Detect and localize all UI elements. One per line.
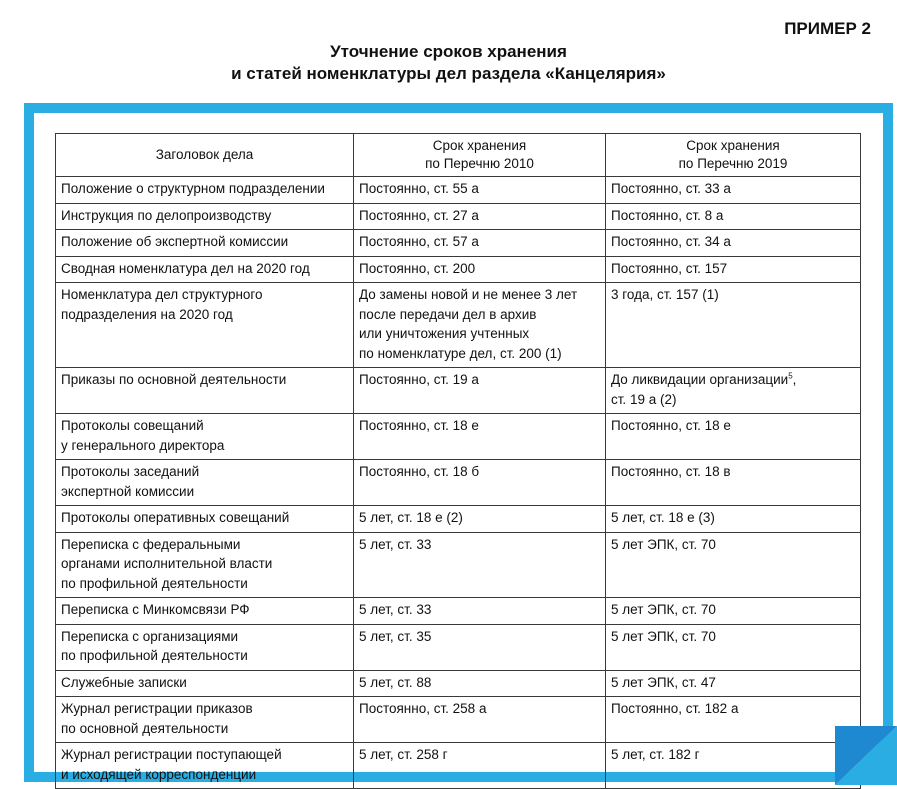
cell-line: Постоянно, ст. 200 <box>359 260 476 276</box>
cell-case-title <box>56 203 354 230</box>
cell-line: 5 лет, ст. 258 г <box>359 747 448 762</box>
header-line: по Перечню 2010 <box>425 156 534 171</box>
cell-line: Постоянно, ст. 33 а <box>611 181 731 196</box>
cell-line: 5 лет, ст. 35 <box>359 628 432 644</box>
cell-period-2019 <box>606 670 861 697</box>
cell-case-title <box>56 283 354 368</box>
table-row <box>56 203 861 230</box>
cell-line-with-footnote <box>611 370 856 390</box>
cell-period-2019 <box>606 697 861 743</box>
cell-line: Постоянно, ст. 27 а <box>359 207 479 223</box>
table-row <box>56 177 861 204</box>
cell-line: Постоянно, ст. 18 е <box>359 418 479 433</box>
cell-line: экспертной комиссии <box>61 483 195 499</box>
table-row <box>56 460 861 506</box>
header-line: по Перечню 2019 <box>678 156 788 171</box>
cell-period-2010 <box>354 743 606 789</box>
cell-period-2010 <box>354 624 606 670</box>
cell-line: Журнал регистрации приказов <box>61 701 253 716</box>
table-row <box>56 230 861 257</box>
cell-line: подразделения на 2020 год <box>61 306 233 322</box>
cell-period-2019 <box>606 256 861 283</box>
cell-line: 5 лет ЭПК, ст. 70 <box>611 628 716 644</box>
cell-line: Журнал регистрации поступающей <box>61 747 282 762</box>
example-label: ПРИМЕР 2 <box>784 19 871 38</box>
cell-line: До ликвидации организации <box>611 372 789 387</box>
table-row <box>56 506 861 533</box>
cell-period-2010 <box>354 460 606 506</box>
cell-line: 5 лет, ст. 33 <box>359 536 432 552</box>
cell-line: ст. 19 а (2) <box>611 391 677 407</box>
cell-line: 5 лет, ст. 88 <box>359 674 432 690</box>
cell-line: по профильной деятельности <box>61 575 248 591</box>
cell-period-2010 <box>354 598 606 625</box>
cell-line: 3 года, ст. 157 (1) <box>611 287 719 302</box>
table-row <box>56 414 861 460</box>
cell-case-title <box>56 256 354 283</box>
cell-line: и исходящей корреспонденции <box>61 766 257 782</box>
footnote-suffix: , <box>792 372 797 387</box>
cell-period-2019 <box>606 203 861 230</box>
cell-line: Переписка с Минкомсвязи РФ <box>61 602 250 617</box>
cell-period-2010 <box>354 697 606 743</box>
table-row <box>56 598 861 625</box>
cell-line: Постоянно, ст. 18 в <box>611 464 731 479</box>
cell-case-title <box>56 532 354 598</box>
cell-line: 5 лет, ст. 18 е (2) <box>359 510 463 525</box>
cell-line: Инструкция по делопроизводству <box>61 207 272 223</box>
table-row <box>56 532 861 598</box>
cell-case-title <box>56 177 354 204</box>
page-corner-fold <box>835 726 897 785</box>
cell-period-2019 <box>606 532 861 598</box>
cell-line: До замены новой и не менее 3 лет <box>359 287 578 302</box>
cell-line: Постоянно, ст. 34 а <box>611 234 731 249</box>
cell-line: Постоянно, ст. 18 б <box>359 464 480 479</box>
cell-case-title <box>56 697 354 743</box>
cell-period-2019 <box>606 460 861 506</box>
cell-period-2019 <box>606 624 861 670</box>
cell-line: 5 лет ЭПК, ст. 70 <box>611 602 716 617</box>
cell-period-2019 <box>606 230 861 257</box>
cell-line: или уничтожения учтенных <box>359 326 530 341</box>
cell-case-title <box>56 598 354 625</box>
cell-line: 5 лет, ст. 18 е (3) <box>611 510 715 525</box>
cell-line: Постоянно, ст. 19 а <box>359 372 479 387</box>
cell-line: Протоколы совещаний <box>61 418 204 433</box>
table-row <box>56 368 861 414</box>
header-period-2019 <box>606 134 861 177</box>
cell-line: по профильной деятельности <box>61 648 248 663</box>
table-row <box>56 697 861 743</box>
cell-line: Постоянно, ст. 57 а <box>359 234 479 249</box>
cell-line: 5 лет, ст. 33 <box>359 602 432 617</box>
cell-period-2019 <box>606 743 861 789</box>
cell-line: после передачи дел в архив <box>359 306 537 322</box>
cell-period-2010 <box>354 256 606 283</box>
cell-case-title <box>56 460 354 506</box>
cell-period-2019 <box>606 368 861 414</box>
cell-line: у генерального директора <box>61 437 225 453</box>
cell-line: 5 лет ЭПК, ст. 47 <box>611 674 716 690</box>
cell-line: Протоколы оперативных совещаний <box>61 510 290 525</box>
cell-line: Постоянно, ст. 8 а <box>611 207 724 223</box>
cell-period-2010 <box>354 506 606 533</box>
retention-table <box>55 133 861 789</box>
header-line: Срок хранения <box>686 138 780 153</box>
table-row <box>56 670 861 697</box>
table-row <box>56 283 861 368</box>
cell-line: Протоколы заседаний <box>61 464 200 479</box>
cell-period-2010 <box>354 203 606 230</box>
table-row <box>56 256 861 283</box>
cell-line: Постоянно, ст. 55 а <box>359 181 479 196</box>
header-line: Заголовок дела <box>155 147 254 162</box>
cell-case-title <box>56 414 354 460</box>
title-line-2: и статей номенклатуры дел раздела «Канцелярия» <box>231 64 666 83</box>
cell-line: Постоянно, ст. 157 <box>611 260 728 276</box>
table-frame <box>24 103 893 782</box>
table-header-row <box>56 134 861 177</box>
cell-period-2010 <box>354 368 606 414</box>
table-row <box>56 624 861 670</box>
table-body <box>56 177 861 789</box>
page-title <box>0 41 897 85</box>
cell-line: Приказы по основной деятельности <box>61 372 287 387</box>
cell-period-2019 <box>606 177 861 204</box>
cell-line: органами исполнительной власти <box>61 556 273 571</box>
cell-period-2019 <box>606 506 861 533</box>
cell-line: по номенклатуре дел, ст. 200 (1) <box>359 345 562 361</box>
cell-period-2019 <box>606 414 861 460</box>
cell-period-2010 <box>354 414 606 460</box>
cell-case-title <box>56 624 354 670</box>
cell-line: Постоянно, ст. 258 а <box>359 701 487 716</box>
cell-period-2019 <box>606 598 861 625</box>
cell-line: Переписка с организациями <box>61 628 239 644</box>
header-case-title <box>56 134 354 177</box>
header-period-2010 <box>354 134 606 177</box>
cell-period-2019 <box>606 283 861 368</box>
cell-line: по основной деятельности <box>61 720 229 736</box>
table-row <box>56 743 861 789</box>
cell-line: Постоянно, ст. 182 а <box>611 701 739 716</box>
cell-case-title <box>56 670 354 697</box>
cell-period-2010 <box>354 177 606 204</box>
header-line: Срок хранения <box>432 138 527 153</box>
cell-period-2010 <box>354 283 606 368</box>
cell-period-2010 <box>354 532 606 598</box>
cell-line: Постоянно, ст. 18 е <box>611 418 731 433</box>
cell-line: 5 лет ЭПК, ст. 70 <box>611 536 716 552</box>
footnote-mark: 5 <box>788 371 793 381</box>
cell-case-title <box>56 368 354 414</box>
cell-line: Номенклатура дел структурного <box>61 287 263 302</box>
cell-line: Служебные записки <box>61 674 187 690</box>
title-line-1: Уточнение сроков хранения <box>330 42 567 61</box>
cell-line: 5 лет, ст. 182 г <box>611 747 700 762</box>
cell-line: Положение о структурном подразделении <box>61 181 325 196</box>
cell-period-2010 <box>354 670 606 697</box>
cell-line: Сводная номенклатура дел на 2020 год <box>61 260 310 276</box>
cell-case-title <box>56 230 354 257</box>
cell-line: Положение об экспертной комиссии <box>61 234 289 249</box>
cell-line: Переписка с федеральными <box>61 536 241 552</box>
cell-period-2010 <box>354 230 606 257</box>
cell-case-title <box>56 743 354 789</box>
cell-case-title <box>56 506 354 533</box>
